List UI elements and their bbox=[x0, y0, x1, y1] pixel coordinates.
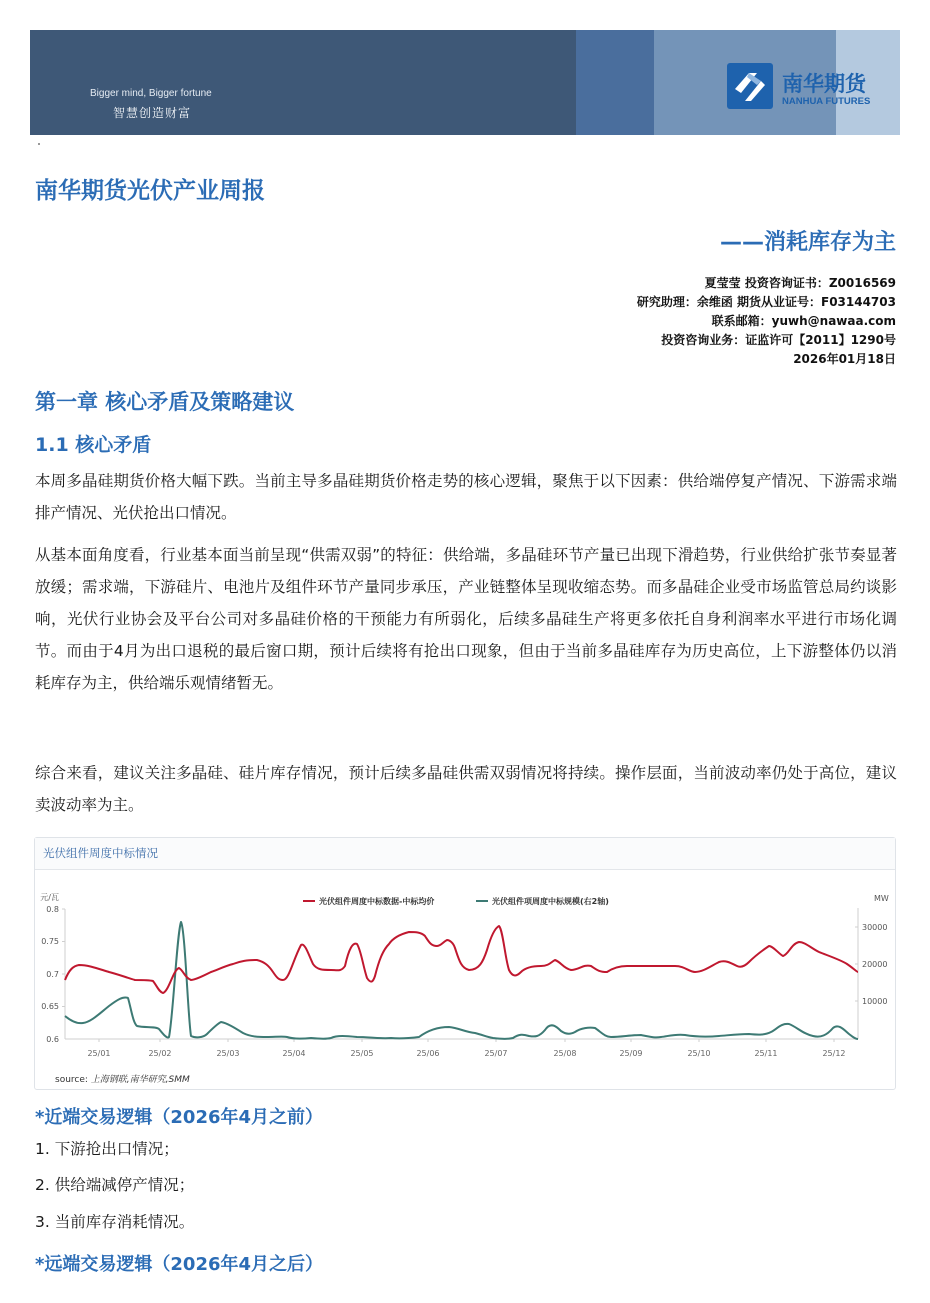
svg-text:25/09: 25/09 bbox=[619, 1049, 643, 1058]
author-info bbox=[637, 274, 896, 369]
svg-text:0.6: 0.6 bbox=[46, 1035, 59, 1044]
svg-text:25/04: 25/04 bbox=[282, 1049, 306, 1058]
source-text: 上海钢联,南华研究,SMM bbox=[90, 1075, 190, 1085]
list-item: 3. 当前库存消耗情况。 bbox=[35, 1213, 195, 1231]
chart-legend bbox=[303, 896, 609, 906]
svg-text:25/12: 25/12 bbox=[822, 1049, 846, 1058]
svg-text:25/11: 25/11 bbox=[754, 1049, 778, 1058]
line-chart bbox=[35, 838, 897, 1091]
nanhua-logo-icon bbox=[727, 63, 773, 109]
svg-text:30000: 30000 bbox=[862, 923, 888, 932]
license-line: 投资咨询业务：证监许可【2011】1290号 bbox=[661, 333, 896, 347]
svg-text:25/10: 25/10 bbox=[687, 1049, 711, 1058]
chapter-heading: 第一章 核心矛盾及策略建议 bbox=[35, 390, 295, 414]
legend-volume: 光伏组件项周度中标规模(右2轴) bbox=[492, 897, 609, 906]
source-label: source: bbox=[55, 1075, 88, 1085]
svg-text:25/03: 25/03 bbox=[216, 1049, 240, 1058]
near-term-logic-heading: *近端交易逻辑（2026年4月之前） bbox=[35, 1107, 324, 1128]
report-subtitle: ——消耗库存为主 bbox=[719, 230, 896, 255]
email-line: 联系邮箱：yuwh@nawaa.com bbox=[711, 314, 896, 328]
slogan-chinese: 智慧创造财富 bbox=[113, 106, 192, 120]
far-term-logic-heading: *远端交易逻辑（2026年4月之后） bbox=[35, 1254, 324, 1275]
svg-text:25/01: 25/01 bbox=[87, 1049, 111, 1058]
chart-source bbox=[55, 1072, 190, 1085]
paragraph: 本周多晶硅期货价格大幅下跌。当前主导多晶硅期货价格走势的核心逻辑，聚焦于以下因素：供给端停复产情况、下游需求端排产情况、光伏抢出口情况。 bbox=[35, 472, 897, 522]
report-date: 2026年01月18日 bbox=[793, 352, 896, 366]
svg-text:25/05: 25/05 bbox=[350, 1049, 374, 1058]
svg-text:0.7: 0.7 bbox=[46, 970, 59, 979]
analyst-line: 夏莹莹 投资咨询证书：Z0016569 bbox=[704, 276, 896, 290]
slogan-english: Bigger mind, Bigger fortune bbox=[90, 88, 212, 99]
svg-text:0.8: 0.8 bbox=[46, 905, 59, 914]
section-heading: 1.1 核心矛盾 bbox=[35, 434, 152, 456]
chart-card bbox=[34, 837, 896, 1090]
list-item: 2. 供给端减停产情况； bbox=[35, 1176, 195, 1194]
left-axis-unit: 元/瓦 bbox=[40, 893, 59, 902]
series-volume-line bbox=[65, 922, 858, 1039]
decorative-dot bbox=[38, 143, 40, 145]
x-axis-labels bbox=[87, 1049, 845, 1058]
svg-text:25/07: 25/07 bbox=[484, 1049, 508, 1058]
legend-price: 光伏组件周度中标数据-中标均价 bbox=[319, 897, 435, 906]
logo-text-cn: 南华期货 bbox=[782, 72, 866, 96]
chart-title: 光伏组件周度中标情况 bbox=[35, 838, 895, 870]
paragraph: 综合来看，建议关注多晶硅、硅片库存情况，预计后续多晶硅供需双弱情况将持续。操作层面，当前波动率仍处于高位，建议卖波动率为主。 bbox=[35, 764, 897, 814]
banner-band bbox=[576, 30, 654, 135]
svg-text:10000: 10000 bbox=[862, 997, 888, 1006]
svg-text:0.65: 0.65 bbox=[41, 1002, 59, 1011]
report-title: 南华期货光伏产业周报 bbox=[35, 178, 265, 204]
svg-text:0.75: 0.75 bbox=[41, 937, 59, 946]
header-banner bbox=[30, 30, 900, 135]
assistant-line: 研究助理：余维函 期货从业证号：F03144703 bbox=[636, 295, 896, 309]
paragraph: 从基本面角度看，行业基本面当前呈现“供需双弱”的特征：供给端，多晶硅环节产量已出现下滑趋势，行业供给扩张节奏显著放缓；需求端，下游硅片、电池片及组件环节产量同步承压，产业链整体呈现收缩态势。而多晶硅企业受市场监管总局约谈影响，光伏行业协会及平台公司对多晶硅价格的干预能力有所弱化，后续多晶硅生产将更多依托自身利润率水平进行市场化调节。而由于4月为出口退税的最后窗口期，预计后续将有抢出口现象，但由于当前多晶硅库存为历史高位，上下游整体仍以消耗库存为主，供给端乐观情绪暂无。 bbox=[35, 546, 897, 692]
right-axis-labels bbox=[862, 894, 889, 1006]
svg-text:25/02: 25/02 bbox=[148, 1049, 172, 1058]
left-axis-labels bbox=[40, 893, 59, 1044]
list-item: 1. 下游抢出口情况； bbox=[35, 1140, 179, 1158]
svg-text:20000: 20000 bbox=[862, 960, 888, 969]
right-axis-unit: MW bbox=[874, 894, 889, 903]
logo-text-en: NANHUA FUTURES bbox=[782, 96, 871, 107]
svg-text:25/08: 25/08 bbox=[553, 1049, 577, 1058]
svg-text:25/06: 25/06 bbox=[416, 1049, 440, 1058]
